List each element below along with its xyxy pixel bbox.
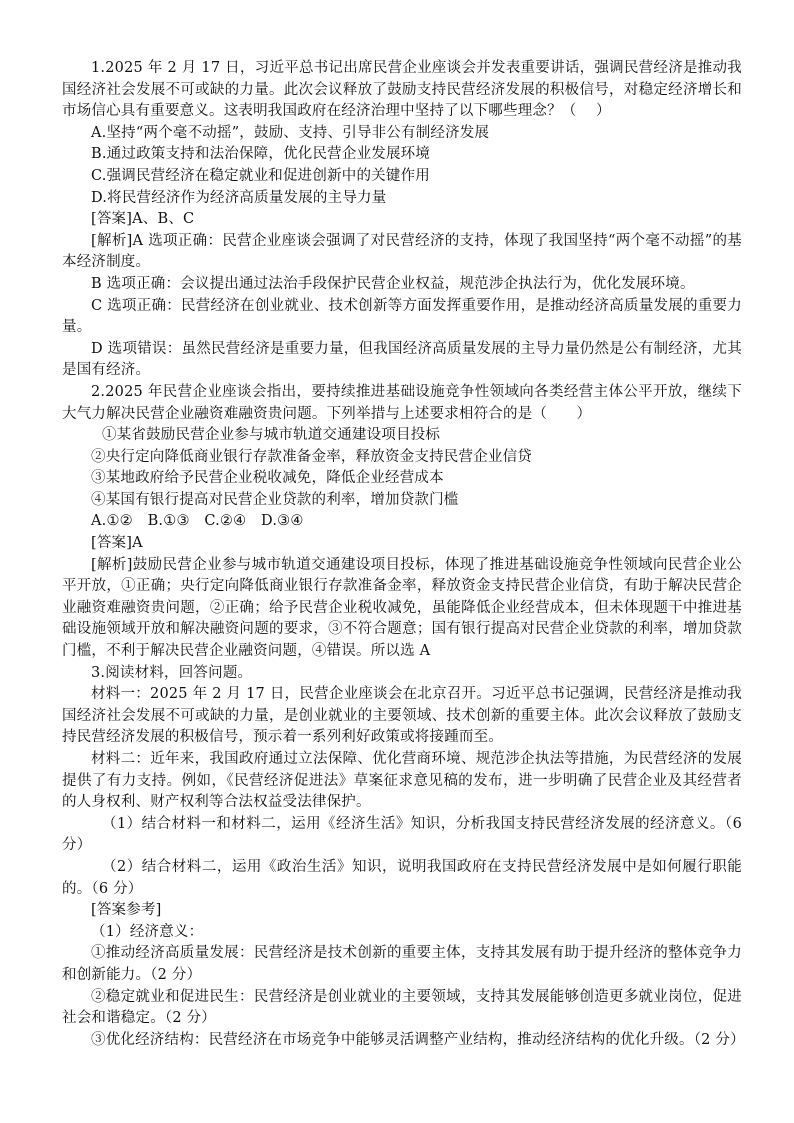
q2-stem: 2.2025 年民营企业座谈会指出，要持续推进基础设施竞争性领域向各类经营主体公平开放，继续下大气力解决民营企业融资难融资贵问题。下列举措与上述要求相符合的是（ ） (62, 383, 742, 422)
q2-analysis: [解析]鼓励民营企业参与城市轨道交通建设项目投标，体现了推进基础设施竞争性领域向民营企业公平开放，①正确；央行定向降低商业银行存款准备金率，释放资金支持民营企业信贷，有助于解决民营企业融资难融资贵问题，②正确；给予民营企业税收减免，虽能降低企业经营成本，但未体现题干中推进基础设施领域开放和解决融资问题的要求，③不符合题意；国有银行提高对民营企业贷款的利率，增加贷款门槛，不利于解决民营企业融资问题，④错误。所以选 A (62, 556, 742, 660)
q1-analysis-d: D 选项错误：虽然民营经济是重要力量，但我国经济高质量发展的主导力量仍然是公有制经济，尤其是国有经济。 (62, 340, 742, 379)
q3-part1-title: （1）经济意义： (91, 923, 204, 940)
q1-analysis-b: B 选项正确：会议提出通过法治手段保护民营企业权益，规范涉企执法行为，优化发展环境。 (91, 275, 695, 292)
q1-option-a: A.坚持“两个毫不动摇”，鼓励、支持、引导非公有制经济发展 (91, 124, 490, 141)
q2-choices: A.①② B.①③ C.②④ D.③④ (91, 513, 304, 530)
q1-stem: 1.2025 年 2 月 17 日，习近平总书记出席民营企业座谈会并发表重要讲话，强调民营经济是推动我国经济社会发展不可或缺的力量。此次会议释放了鼓励支持民营经济发展的积极信号，对稳定经济增长和市场信心具有重要意义。这表明我国政府在经济治理中坚持了以下哪些理念？（ ） (62, 60, 742, 120)
q1-answer: [答案]A、B、C (91, 211, 195, 228)
q1-analysis-a: [解析]A 选项正确：民营企业座谈会强调了对民营经济的支持，体现了我国坚持“两个毫不动摇”的基本经济制度。 (62, 232, 742, 271)
q1-option-d: D.将民营经济作为经济高质量发展的主导力量 (91, 189, 387, 206)
q1-analysis-c: C 选项正确：民营经济在创业就业、技术创新等方面发挥重要作用，是推动经济高质量发展的重要力量。 (62, 297, 742, 336)
document-page (62, 58, 745, 1051)
q3-point-1: ①推动经济高质量发展：民营经济是技术创新的重要主体，支持其发展有助于提升经济的整体竞争力和创新能力。（2 分） (62, 945, 742, 983)
q3-subquestion-2: （2）结合材料二，运用《政治生活》知识，说明我国政府在支持民营经济发展中是如何履行职能的。（6 分） (62, 858, 742, 897)
q3-material-2: 材料二：近年来，我国政府通过立法保障、优化营商环境、规范涉企执法等措施，为民营经济的发展提供了有力支持。例如，《民营经济促进法》草案征求意见稿的发布，进一步明确了民营企业及其经营者的人身权利、财产权利等合法权益受法律保护。 (62, 751, 742, 811)
q1-option-c: C.强调民营经济在稳定就业和促进创新中的关键作用 (91, 167, 430, 184)
q2-item-4: ④某国有银行提高对民营企业贷款的利率，增加贷款门槛 (91, 491, 459, 508)
q2-item-2: ②央行定向降低商业银行存款准备金率，释放资金支持民营企业信贷 (91, 448, 532, 465)
q3-point-3: ③优化经济结构：民营经济在市场竞争中能够灵活调整产业结构，推动经济结构的优化升级。（2 分） (91, 1031, 745, 1048)
q2-answer: [答案]A (91, 535, 143, 552)
q3-point-2: ②稳定就业和促进民生：民营经济是创业就业的主要领域，支持其发展能够创造更多就业岗位，促进社会和谐稳定。（2 分） (62, 988, 742, 1027)
q2-item-3: ③某地政府给予民营企业税收减免，降低企业经营成本 (91, 470, 444, 487)
q3-material-1: 材料一：2025 年 2 月 17 日，民营企业座谈会在北京召开。习近平总书记强调，民营经济是推动我国经济社会发展不可或缺的力量，是创业就业的主要领域、技术创新的重要主体。此次会议释放了鼓励支持民营经济发展的积极信号，预示着一系列利好政策或将接踵而至。 (62, 686, 742, 746)
q2-item-1: ①某省鼓励民营企业参与城市轨道交通建设项目投标 (102, 427, 441, 444)
q3-stem: 3.阅读材料，回答问题。 (91, 664, 253, 681)
q3-subquestion-1: （1）结合材料一和材料二，运用《经济生活》知识，分析我国支持民营经济发展的经济意义。（6 分） (62, 815, 742, 854)
q1-option-b: B.通过政策支持和法治保障，优化民营企业发展环境 (91, 146, 431, 163)
q3-answer-reference: [答案参考] (91, 902, 162, 919)
